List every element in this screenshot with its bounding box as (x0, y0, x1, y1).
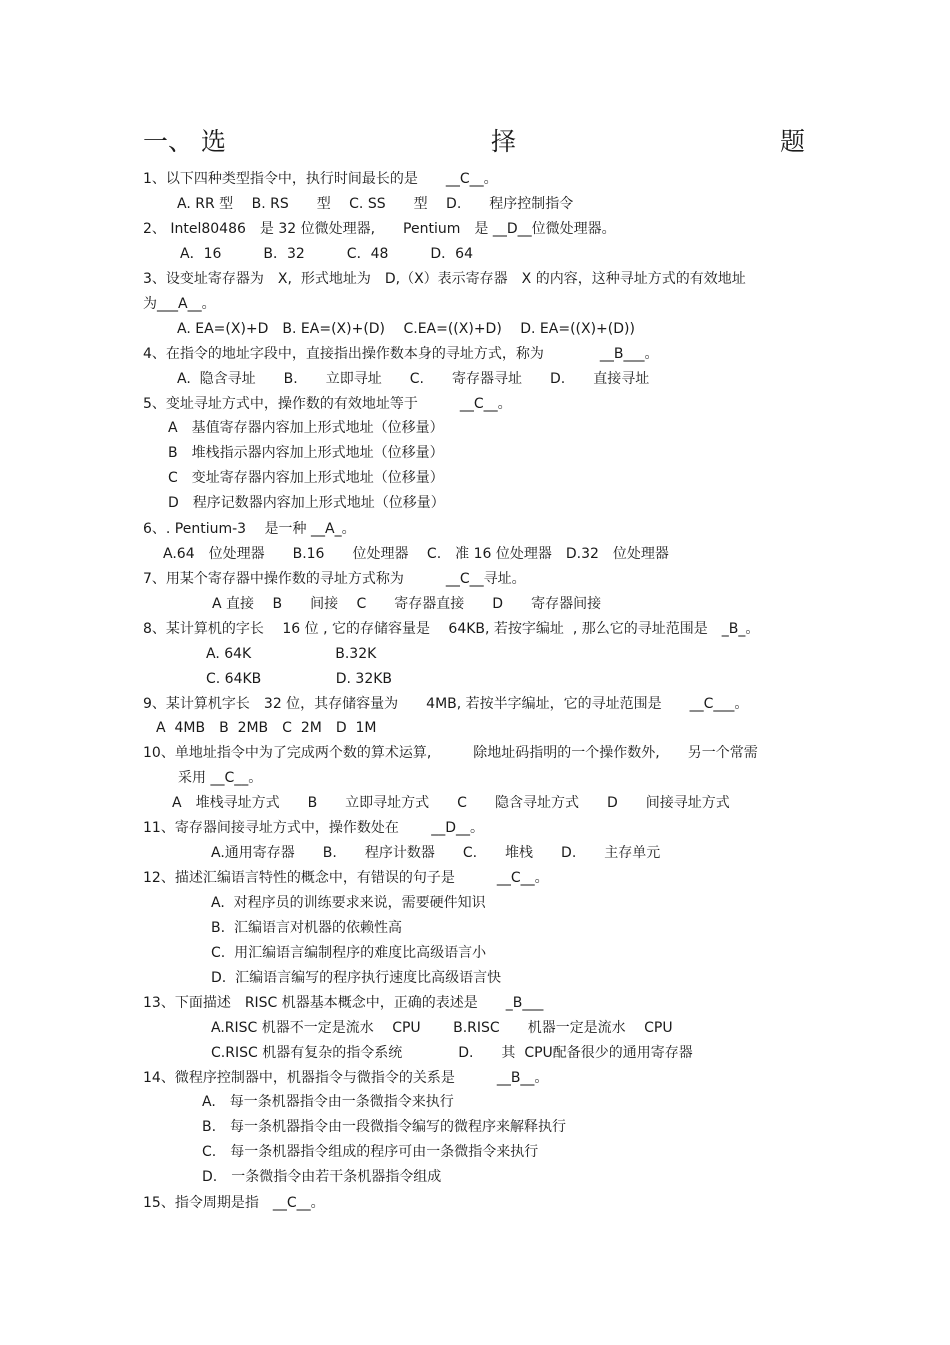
question-12-option-c: C. 用汇编语言编制程序的难度比高级语言小 (211, 945, 487, 961)
question-13: 13、下面描述 RISC 机器基本概念中，正确的表述是 _B___ (143, 995, 544, 1011)
question-12-option-d: D. 汇编语言编写的程序执行速度比高级语言快 (211, 970, 502, 986)
question-14-option-c: C. 每一条机器指令组成的程序可由一条微指令来执行 (202, 1144, 539, 1160)
section-number: 一、 (143, 127, 194, 156)
question-6-options: A.64 位处理器 B.16 位处理器 C. 准 16 位处理器 D.32 位处理器 (163, 546, 669, 562)
question-7-options: A 直接 B 间接 C 寄存器直接 D 寄存器间接 (212, 596, 602, 612)
question-5-option-a: A 基值寄存器内容加上形式地址（位移量） (168, 420, 444, 436)
question-2-options: A．16 B．32 C．48 D．64 (180, 246, 473, 262)
question-12: 12、描述汇编语言特性的概念中，有错误的句子是 __C__。 (143, 870, 549, 886)
question-14-option-a: A. 每一条机器指令由一条微指令来执行 (202, 1094, 454, 1110)
question-1-options: A. RR 型 B. RS 型 C. SS 型 D. 程序控制指令 (177, 196, 574, 212)
question-5: 5、变址寻址方式中，操作数的有效地址等于 __C__。 (143, 396, 512, 412)
question-14-option-b: B. 每一条机器指令由一段微指令编写的微程序来解释执行 (202, 1119, 567, 1135)
question-10-options: A 堆栈寻址方式 B 立即寻址方式 C 隐含寻址方式 D 间接寻址方式 (172, 795, 730, 811)
question-11: 11、寄存器间接寻址方式中，操作数处在 __D__。 (143, 820, 485, 836)
heading-char-1: 选 (201, 127, 227, 156)
heading-char-3: 题 (780, 127, 806, 156)
question-5-option-c: C 变址寄存器内容加上形式地址（位移量） (168, 470, 444, 486)
question-10-continued: 采用 __C__。 (178, 770, 263, 786)
question-3: 3、设变址寄存器为 X, 形式地址为 D,（X）表示寄存器 X 的内容，这种寻址方式的有效地址 (143, 271, 746, 287)
question-3-continued: 为___A__。 (143, 296, 216, 312)
question-10: 10、单地址指令中为了完成两个数的算术运算, 除地址码指明的一个操作数外, 另一个常需 (143, 745, 758, 761)
question-5-option-b: B 堆栈指示器内容加上形式地址（位移量） (168, 445, 444, 461)
question-8-options-row-2: C. 64KB D. 32KB (206, 671, 393, 687)
question-9: 9、某计算机字长 32 位，其存储容量为 4MB, 若按半字编址，它的寻址范围是 __C___。 (143, 696, 749, 712)
question-5-option-d: D 程序记数器内容加上形式地址（位移量） (168, 495, 445, 511)
question-13-options-row-1: A.RISC 机器不一定是流水 CPU B.RISC 机器一定是流水 CPU (211, 1020, 673, 1036)
question-13-options-row-2: C.RISC 机器有复杂的指令系统 D. 其 CPU配备很少的通用寄存器 (211, 1045, 693, 1061)
question-4: 4、在指令的地址字段中，直接指出操作数本身的寻址方式，称为 __B___。 (143, 346, 659, 362)
question-8: 8、某计算机的字长 16 位 , 它的存储容量是 64KB, 若按字编址 , 那么它的寻址范围是 _B_。 (143, 621, 760, 637)
heading-char-2: 择 (491, 127, 517, 156)
question-14-option-d: D. 一条微指令由若干条机器指令组成 (202, 1169, 442, 1185)
question-1: 1、以下四种类型指令中，执行时间最长的是 __C__。 (143, 171, 498, 187)
question-7: 7、用某个寄存器中操作数的寻址方式称为 __C__寻址。 (143, 571, 526, 587)
question-14: 14、微程序控制器中，机器指令与微指令的关系是 __B__。 (143, 1070, 549, 1086)
question-9-options: A 4MB B 2MB C 2M D 1M (156, 720, 377, 736)
question-2: 2、 Intel80486 是 32 位微处理器, Pentium 是 __D__位微处理器。 (143, 221, 616, 237)
question-15: 15、指令周期是指 __C__。 (143, 1195, 325, 1211)
question-8-options-row-1: A. 64K B.32K (206, 646, 377, 662)
question-12-option-a: A. 对程序员的训练要求来说，需要硬件知识 (211, 895, 486, 911)
question-11-options: A.通用寄存器 B. 程序计数器 C. 堆栈 D. 主存单元 (211, 845, 661, 861)
section-heading (143, 122, 805, 162)
question-12-option-b: B. 汇编语言对机器的依赖性高 (211, 920, 402, 936)
question-3-options: A. EA=(X)+D B. EA=(X)+(D) C.EA=((X)+D) D. EA=((X)+(D)) (177, 321, 635, 337)
question-4-options: A. 隐含寻址 B. 立即寻址 C. 寄存器寻址 D. 直接寻址 (177, 371, 650, 387)
question-6: 6、. Pentium-3 是一种 __A_。 (143, 521, 356, 537)
